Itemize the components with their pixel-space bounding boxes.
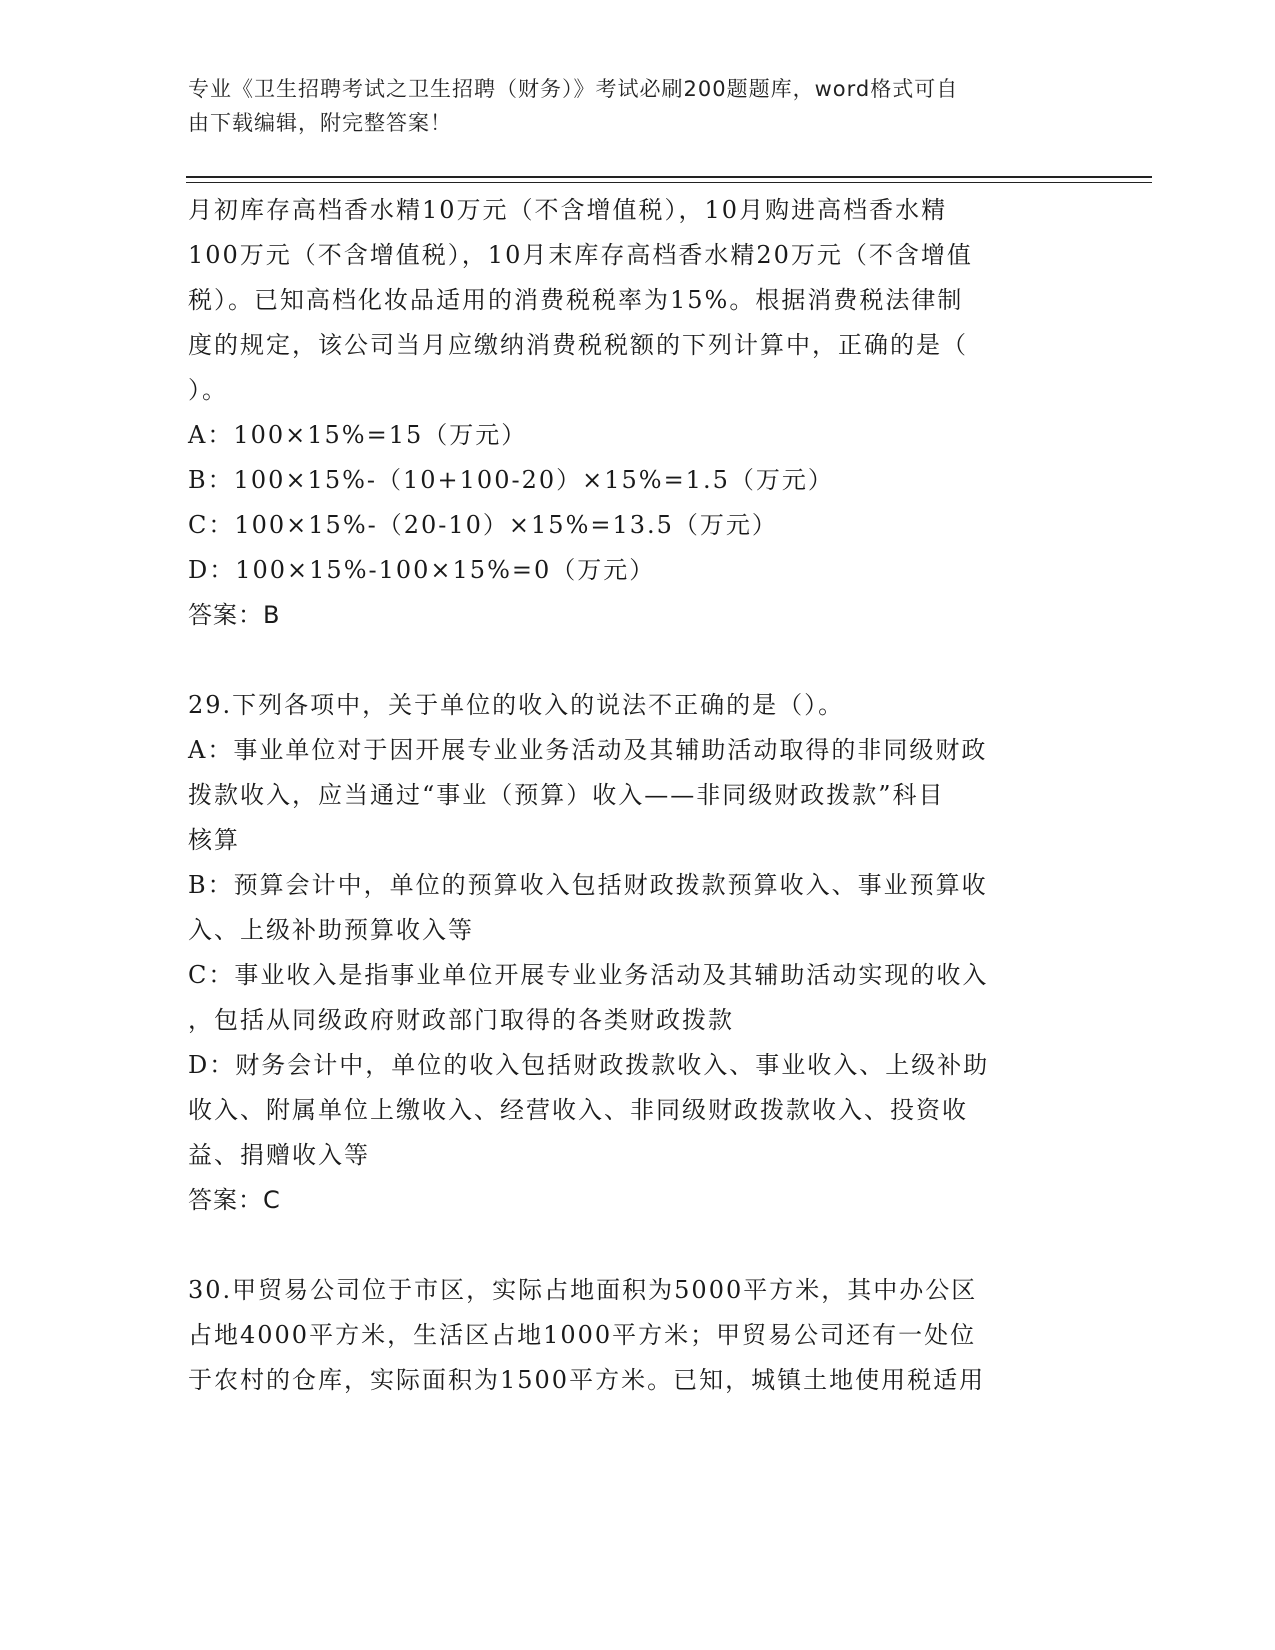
question-28: [188, 188, 1068, 638]
header-line-2: 由下载编辑，附完整答案！: [188, 111, 452, 135]
question-stem-line: 占地4000平方米，生活区占地1000平方米；甲贸易公司还有一处位: [188, 1321, 977, 1349]
option-a: A：100×15%=15（万元）: [188, 421, 528, 449]
question-29: [188, 683, 1068, 1223]
header-line-1: 专业《卫生招聘考试之卫生招聘（财务）》考试必刷200题题库，word格式可自: [188, 77, 959, 101]
question-stem-line: 月初库存高档香水精10万元（不含增值税），10月购进高档香水精: [188, 196, 948, 224]
option-d-continued: 益、捐赠收入等: [188, 1141, 370, 1169]
question-stem-line: 税）。已知高档化妆品适用的消费税税率为15%。根据消费税法律制: [188, 286, 964, 314]
option-c: C：事业收入是指事业单位开展专业业务活动及其辅助活动实现的收入: [188, 961, 989, 989]
question-stem-line: 度的规定，该公司当月应缴纳消费税税额的下列计算中，正确的是（: [188, 331, 968, 359]
option-c: C：100×15%-（20-10）×15%=13.5（万元）: [188, 511, 778, 539]
option-a-continued: 拨款收入，应当通过“事业（预算）收入——非同级财政拨款”科目: [188, 781, 945, 809]
header-divider-thick: [186, 176, 1152, 178]
document-header: [188, 72, 1068, 140]
option-b: B：100×15%-（10+100-20）×15%=1.5（万元）: [188, 466, 834, 494]
answer-line: 答案：C: [188, 1186, 281, 1214]
question-title: 29.下列各项中，关于单位的收入的说法不正确的是（）。: [188, 691, 845, 719]
option-a: A：事业单位对于因开展专业业务活动及其辅助活动取得的非同级财政: [188, 736, 988, 764]
question-30: [188, 1268, 1068, 1403]
option-b: B：预算会计中，单位的预算收入包括财政拨款预算收入、事业预算收: [188, 871, 988, 899]
option-c-continued: ，包括从同级政府财政部门取得的各类财政拨款: [188, 1006, 734, 1034]
header-divider-thin: [186, 182, 1152, 183]
question-title: 30.甲贸易公司位于市区，实际占地面积为5000平方米，其中办公区: [188, 1276, 978, 1304]
option-d: D：财务会计中，单位的收入包括财政拨款收入、事业收入、上级补助: [188, 1051, 990, 1079]
question-spacer: [188, 638, 1068, 683]
option-d-continued: 收入、附属单位上缴收入、经营收入、非同级财政拨款收入、投资收: [188, 1096, 968, 1124]
answer-line: 答案：B: [188, 601, 281, 629]
question-stem-line: 100万元（不含增值税），10月末库存高档香水精20万元（不含增值: [188, 241, 973, 269]
option-a-continued: 核算: [188, 826, 240, 854]
question-stem-line: ）。: [188, 376, 228, 404]
question-stem-line: 于农村的仓库，实际面积为1500平方米。已知，城镇土地使用税适用: [188, 1366, 986, 1394]
question-spacer: [188, 1223, 1068, 1268]
option-b-continued: 入、上级补助预算收入等: [188, 916, 474, 944]
document-body: [188, 188, 1068, 1403]
option-d: D：100×15%-100×15%=0（万元）: [188, 556, 656, 584]
